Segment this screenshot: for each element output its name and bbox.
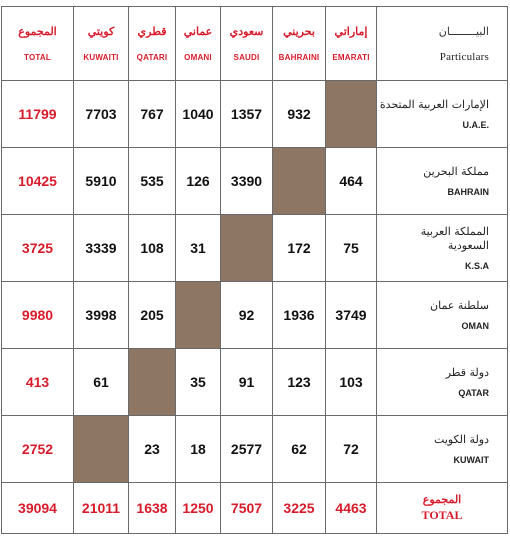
- row-total: 9980: [2, 282, 74, 349]
- column-total: 4463: [326, 483, 377, 534]
- table-cell: 18: [176, 416, 221, 483]
- header-row: [2, 7, 508, 81]
- col-header-en: BAHRAINI: [278, 53, 320, 62]
- row-label: [377, 416, 508, 483]
- col-header-particulars: [377, 7, 508, 81]
- row-total: 11799: [2, 81, 74, 148]
- col-header-qatari: [129, 7, 176, 81]
- column-total: 1250: [176, 483, 221, 534]
- column-total: 3225: [273, 483, 326, 534]
- table-cell: 1357: [221, 81, 273, 148]
- table-cell: 3998: [74, 282, 129, 349]
- row-label-en: OMAN: [461, 321, 489, 331]
- row-label-en: K.S.A: [464, 261, 489, 271]
- row-label-ar: سلطنة عمان: [430, 299, 489, 312]
- row-label-en: BAHRAIN: [447, 187, 489, 197]
- table-row: [2, 416, 508, 483]
- row-label: [377, 81, 508, 148]
- table-cell: 91: [221, 349, 273, 416]
- col-header-en: QATARI: [136, 53, 168, 62]
- totals-label-en: TOTAL: [421, 508, 463, 522]
- col-header-en: KUWAITI: [83, 53, 119, 62]
- table-cell: 932: [273, 81, 326, 148]
- table-row: [2, 215, 508, 282]
- table-row: [2, 282, 508, 349]
- col-header-ar: سعودي: [229, 25, 264, 38]
- col-header-ar: كويتي: [87, 25, 115, 38]
- table-cell: 72: [326, 416, 377, 483]
- col-header-ar: عماني: [183, 25, 213, 38]
- col-header-kuwaiti: [74, 7, 129, 81]
- col-header-ar: إماراتي: [334, 25, 368, 38]
- column-total: 1638: [129, 483, 176, 534]
- table-cell: 35: [176, 349, 221, 416]
- table-cell: 103: [326, 349, 377, 416]
- row-label-en: QATAR: [458, 388, 489, 398]
- row-label: [377, 148, 508, 215]
- table-cell: 108: [129, 215, 176, 282]
- blank-cell: [74, 416, 129, 483]
- table-cell: 75: [326, 215, 377, 282]
- row-total: 10425: [2, 148, 74, 215]
- table-cell: 3390: [221, 148, 273, 215]
- blank-cell: [221, 215, 273, 282]
- col-header-total: [2, 7, 74, 81]
- table-cell: 464: [326, 148, 377, 215]
- col-header-ar: قطري: [137, 25, 167, 38]
- table-cell: 2577: [221, 416, 273, 483]
- blank-cell: [326, 81, 377, 148]
- row-label-en: U.A.E.: [462, 120, 489, 130]
- table-cell: 767: [129, 81, 176, 148]
- col-header-en: SAUDI: [233, 53, 260, 62]
- row-label-ar: دولة قطر: [445, 366, 489, 379]
- col-header-omani: [176, 7, 221, 81]
- table-cell: 1936: [273, 282, 326, 349]
- gcc-visitors-table: [1, 6, 508, 534]
- table-cell: 3749: [326, 282, 377, 349]
- table-row: [2, 349, 508, 416]
- col-header-en: EMARATI: [332, 53, 370, 62]
- column-total: 21011: [74, 483, 129, 534]
- grand-total: 39094: [2, 483, 74, 534]
- col-header-ar: بحريني: [283, 25, 315, 38]
- col-header-saudi: [221, 7, 273, 81]
- table-cell: 172: [273, 215, 326, 282]
- col-header-en: TOTAL: [24, 53, 51, 62]
- table-row: [2, 148, 508, 215]
- col-header-ar: المجموع: [18, 25, 57, 38]
- row-total: 3725: [2, 215, 74, 282]
- col-header-emarati: [326, 7, 377, 81]
- row-label: [377, 282, 508, 349]
- totals-label: [377, 483, 508, 534]
- col-header-bahraini: [273, 7, 326, 81]
- table-cell: 61: [74, 349, 129, 416]
- table-cell: 205: [129, 282, 176, 349]
- blank-cell: [273, 148, 326, 215]
- col-header-ar: البيــــــــان: [438, 24, 489, 38]
- table-cell: 7703: [74, 81, 129, 148]
- table-cell: 5910: [74, 148, 129, 215]
- row-label-ar: دولة الكويت: [434, 433, 489, 446]
- totals-label-ar: المجموع: [422, 493, 462, 506]
- row-label: [377, 349, 508, 416]
- table-cell: 123: [273, 349, 326, 416]
- blank-cell: [176, 282, 221, 349]
- table-cell: 31: [176, 215, 221, 282]
- table-cell: 62: [273, 416, 326, 483]
- table-cell: 126: [176, 148, 221, 215]
- table-row: [2, 81, 508, 148]
- row-total: 413: [2, 349, 74, 416]
- table-cell: 1040: [176, 81, 221, 148]
- col-header-en: Particulars: [439, 50, 489, 63]
- table-cell: 23: [129, 416, 176, 483]
- row-label: [377, 215, 508, 282]
- blank-cell: [129, 349, 176, 416]
- table-cell: 535: [129, 148, 176, 215]
- row-label-ar: مملكة البحرين: [423, 165, 489, 178]
- table-cell: 3339: [74, 215, 129, 282]
- row-label-en: KUWAIT: [453, 455, 489, 465]
- col-header-en: OMANI: [184, 53, 212, 62]
- row-total: 2752: [2, 416, 74, 483]
- totals-row: [2, 483, 508, 534]
- table-cell: 92: [221, 282, 273, 349]
- row-label-ar: الإمارات العربية المتحدة: [379, 98, 489, 111]
- column-total: 7507: [221, 483, 273, 534]
- row-label-ar: المملكة العربية السعودية: [420, 225, 489, 252]
